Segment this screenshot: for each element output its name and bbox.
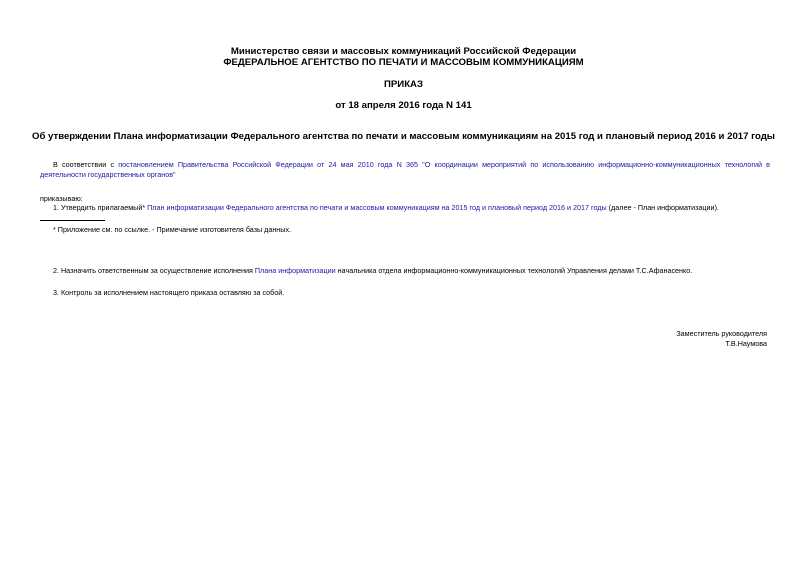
item-1-prefix: 1. Утвердить прилагаемый* [53, 203, 148, 212]
ministry-name: Министерство связи и массовых коммуникаций Российской Федерации [230, 46, 577, 57]
footnote: * Приложение см. по ссылке. - Примечание изготовителя базы данных. [53, 225, 292, 234]
plan-link[interactable]: Плана информатизации [254, 266, 336, 275]
item-3: 3. Контроль за исполнением настоящего приказа оставляю за собой. [53, 288, 285, 297]
footnote-divider [40, 220, 105, 221]
document-date: от 18 апреля 2016 года N 141 [335, 100, 472, 111]
informatization-plan-link[interactable]: План информатизации Федерального агентства по печати и массовым коммуникациям на 2015 год и плановый период 2016 и 2017 годы [147, 203, 607, 212]
resolution-link[interactable]: постановлением Правительства Российской Федерации от 24 мая 2010 года N 365 "О координации мероприятий по использованию информационно-коммуникационных технологий в деятельности государственных органов" [40, 160, 770, 179]
item-2-suffix: начальника отдела информационно-коммуникационных технологий Управления делами Т.С.Афанасенко. [335, 266, 693, 275]
signature-name: Т.В.Наумова [725, 339, 767, 348]
item-2-prefix: 2. Назначить ответственным за осуществление исполнения [53, 266, 255, 275]
preamble-prefix: В соответствии с [53, 160, 119, 169]
order-word: приказываю: [40, 194, 83, 203]
document-title: Об утверждении Плана информатизации Федерального агентства по печати и массовым коммуникациям на 2015 год и плановый период 2016 и 2017 годы [32, 131, 775, 142]
item-1 [53, 203, 719, 212]
document-type: ПРИКАЗ [384, 79, 423, 90]
signature-position: Заместитель руководителя [676, 329, 767, 338]
preamble-paragraph [40, 160, 770, 179]
item-2 [53, 266, 692, 275]
agency-name: ФЕДЕРАЛЬНОЕ АГЕНТСТВО ПО ПЕЧАТИ И МАССОВЫМ КОММУНИКАЦИЯМ [223, 57, 584, 68]
item-1-suffix: (далее - План информатизации). [606, 203, 719, 212]
